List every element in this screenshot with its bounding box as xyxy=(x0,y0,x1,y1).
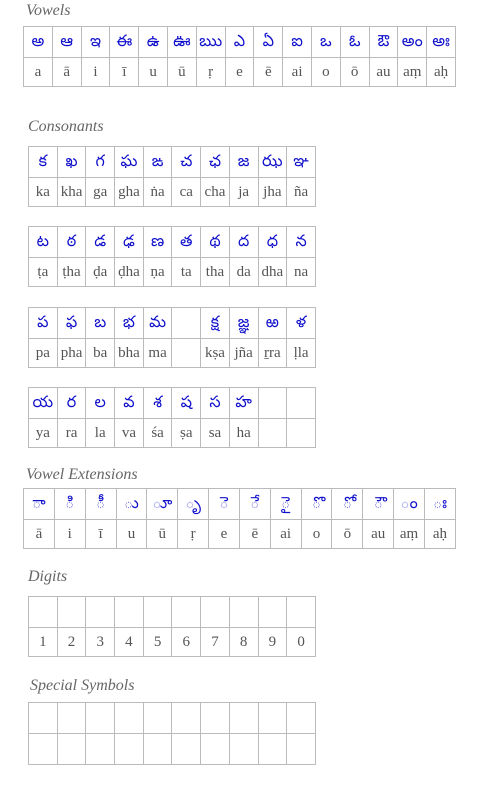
transliteration-cell: ja xyxy=(229,178,258,207)
transliteration-cell: jha xyxy=(258,178,287,207)
symbol-cell xyxy=(172,703,201,734)
glyph-cell: ల xyxy=(86,388,115,419)
transliteration-cell: e xyxy=(209,520,240,549)
glyph-cell xyxy=(86,597,115,628)
glyph-cell: ఒ xyxy=(311,27,340,58)
transliteration-cell: ṣa xyxy=(172,419,201,448)
glyph-row xyxy=(29,147,316,178)
symbol-cell xyxy=(57,703,86,734)
transliteration-cell: ū xyxy=(167,58,196,87)
glyph-cell: ధ xyxy=(258,227,287,258)
consonants-table-row-4 xyxy=(28,387,316,448)
glyph-cell xyxy=(29,597,58,628)
glyph-cell: ఈ xyxy=(110,27,139,58)
transliteration-cell: ca xyxy=(172,178,201,207)
glyph-cell xyxy=(201,597,230,628)
transliteration-cell: ṅa xyxy=(143,178,172,207)
glyph-row xyxy=(29,388,316,419)
glyph-cell: క్ష xyxy=(201,308,230,339)
glyph-cell: ఇ xyxy=(81,27,110,58)
glyph-cell xyxy=(229,597,258,628)
symbol-row xyxy=(29,703,316,734)
transliteration-cell: ō xyxy=(332,520,363,549)
glyph-cell: జ్ఞ xyxy=(229,308,258,339)
transliteration-cell: ma xyxy=(143,339,172,368)
symbol-cell xyxy=(29,703,58,734)
transliteration-cell: 8 xyxy=(229,628,258,657)
transliteration-cell: ē xyxy=(239,520,270,549)
transliteration-cell: ī xyxy=(85,520,116,549)
symbol-cell xyxy=(57,734,86,765)
transliteration-cell: kha xyxy=(57,178,86,207)
transliteration-cell: aṃ xyxy=(398,58,427,87)
glyph-cell: అ xyxy=(24,27,53,58)
glyph-cell: వ xyxy=(115,388,144,419)
transliteration-cell: gha xyxy=(115,178,144,207)
glyph-cell xyxy=(143,597,172,628)
glyph-cell: ఝ xyxy=(258,147,287,178)
symbol-cell xyxy=(258,734,287,765)
glyph-cell xyxy=(258,597,287,628)
transliteration-row xyxy=(29,258,316,287)
transliteration-cell: ai xyxy=(270,520,301,549)
transliteration-cell: tha xyxy=(201,258,230,287)
transliteration-cell: la xyxy=(86,419,115,448)
transliteration-cell: ha xyxy=(229,419,258,448)
transliteration-cell: ba xyxy=(86,339,115,368)
digits-heading: Digits xyxy=(28,568,68,585)
vowels-table xyxy=(23,26,456,87)
transliteration-cell: na xyxy=(287,258,316,287)
glyph-cell: డ xyxy=(86,227,115,258)
transliteration-row xyxy=(24,58,456,87)
glyph-cell: ః xyxy=(424,489,455,520)
glyph-cell: ీ xyxy=(85,489,116,520)
glyph-cell: అం xyxy=(398,27,427,58)
transliteration-cell: ṟra xyxy=(258,339,287,368)
glyph-cell xyxy=(115,597,144,628)
glyph-cell: థ xyxy=(201,227,230,258)
transliteration-cell: ā xyxy=(24,520,55,549)
transliteration-cell: aḥ xyxy=(424,520,455,549)
transliteration-cell: u xyxy=(116,520,147,549)
vowel-extensions-table xyxy=(23,488,456,549)
glyph-cell: జ xyxy=(229,147,258,178)
glyph-cell: ఉ xyxy=(139,27,168,58)
transliteration-cell: bha xyxy=(115,339,144,368)
glyph-cell xyxy=(258,388,287,419)
transliteration-cell: ṛ xyxy=(178,520,209,549)
transliteration-cell: cha xyxy=(201,178,230,207)
glyph-cell: ఊ xyxy=(167,27,196,58)
consonants-table-row-3 xyxy=(28,307,316,368)
transliteration-cell: 5 xyxy=(143,628,172,657)
transliteration-cell: ā xyxy=(52,58,81,87)
transliteration-cell: ē xyxy=(254,58,283,87)
glyph-cell: ి xyxy=(54,489,85,520)
glyph-cell: అః xyxy=(427,27,456,58)
glyph-cell: ఱ xyxy=(258,308,287,339)
transliteration-cell: 4 xyxy=(115,628,144,657)
symbol-cell xyxy=(86,703,115,734)
transliteration-cell: kṣa xyxy=(201,339,230,368)
transliteration-cell: pa xyxy=(29,339,58,368)
glyph-cell: శ xyxy=(143,388,172,419)
glyph-cell: ఖ xyxy=(57,147,86,178)
symbol-cell xyxy=(258,703,287,734)
glyph-cell: గ xyxy=(86,147,115,178)
glyph-cell: ై xyxy=(270,489,301,520)
transliteration-cell: ō xyxy=(340,58,369,87)
glyph-row xyxy=(24,27,456,58)
glyph-cell: య xyxy=(29,388,58,419)
transliteration-cell: e xyxy=(225,58,254,87)
special-symbols-heading: Special Symbols xyxy=(30,677,135,694)
glyph-row xyxy=(29,597,316,628)
transliteration-cell: ka xyxy=(29,178,58,207)
glyph-cell: స xyxy=(201,388,230,419)
digits-table xyxy=(28,596,316,657)
glyph-cell: ఠ xyxy=(57,227,86,258)
symbol-cell xyxy=(143,734,172,765)
transliteration-cell: ḍha xyxy=(115,258,144,287)
symbol-cell xyxy=(287,703,316,734)
glyph-cell: ృ xyxy=(178,489,209,520)
transliteration-cell: 9 xyxy=(258,628,287,657)
glyph-cell xyxy=(287,388,316,419)
transliteration-cell: 7 xyxy=(201,628,230,657)
transliteration-cell: ta xyxy=(172,258,201,287)
vowels-heading: Vowels xyxy=(26,2,71,19)
glyph-cell: ె xyxy=(209,489,240,520)
glyph-cell xyxy=(172,308,201,339)
transliteration-cell: ṛ xyxy=(196,58,225,87)
transliteration-cell: o xyxy=(311,58,340,87)
glyph-cell: ా xyxy=(24,489,55,520)
transliteration-cell: u xyxy=(139,58,168,87)
glyph-cell: ఛ xyxy=(201,147,230,178)
transliteration-row xyxy=(24,520,456,549)
symbol-cell xyxy=(86,734,115,765)
glyph-cell: ద xyxy=(229,227,258,258)
transliteration-cell: ra xyxy=(57,419,86,448)
glyph-row xyxy=(29,308,316,339)
transliteration-cell: ū xyxy=(147,520,178,549)
transliteration-cell: ga xyxy=(86,178,115,207)
consonants-table-row-1 xyxy=(28,146,316,207)
glyph-cell: న xyxy=(287,227,316,258)
symbol-cell xyxy=(229,734,258,765)
transliteration-cell: pha xyxy=(57,339,86,368)
transliteration-cell: ḍa xyxy=(86,258,115,287)
glyph-cell xyxy=(57,597,86,628)
glyph-cell: ర xyxy=(57,388,86,419)
transliteration-cell: 6 xyxy=(172,628,201,657)
symbol-cell xyxy=(229,703,258,734)
transliteration-cell: ai xyxy=(283,58,312,87)
glyph-row xyxy=(24,489,456,520)
transliteration-cell: a xyxy=(24,58,53,87)
glyph-cell: ష xyxy=(172,388,201,419)
special-symbols-table xyxy=(28,702,316,765)
consonants-heading: Consonants xyxy=(28,118,104,135)
symbol-cell xyxy=(287,734,316,765)
transliteration-cell: da xyxy=(229,258,258,287)
glyph-cell: ొ xyxy=(301,489,332,520)
transliteration-row xyxy=(29,419,316,448)
transliteration-cell: dha xyxy=(258,258,287,287)
glyph-cell: ట xyxy=(29,227,58,258)
transliteration-cell: 1 xyxy=(29,628,58,657)
transliteration-cell xyxy=(258,419,287,448)
glyph-cell: ఢ xyxy=(115,227,144,258)
glyph-cell: ళ xyxy=(287,308,316,339)
glyph-cell: ఔ xyxy=(369,27,398,58)
vowel-extensions-heading: Vowel Extensions xyxy=(26,466,138,483)
transliteration-cell: śa xyxy=(143,419,172,448)
glyph-cell: త xyxy=(172,227,201,258)
glyph-cell xyxy=(287,597,316,628)
glyph-cell: హ xyxy=(229,388,258,419)
transliteration-cell xyxy=(287,419,316,448)
glyph-cell: ో xyxy=(332,489,363,520)
glyph-cell: ే xyxy=(239,489,270,520)
glyph-cell: క xyxy=(29,147,58,178)
glyph-cell: ఘ xyxy=(115,147,144,178)
glyph-cell: ఋ xyxy=(196,27,225,58)
transliteration-cell: 2 xyxy=(57,628,86,657)
transliteration-cell: sa xyxy=(201,419,230,448)
glyph-cell: ం xyxy=(394,489,425,520)
symbol-cell xyxy=(115,703,144,734)
glyph-cell: ఞ xyxy=(287,147,316,178)
glyph-row xyxy=(29,227,316,258)
symbol-cell xyxy=(201,734,230,765)
glyph-cell: ఓ xyxy=(340,27,369,58)
transliteration-cell: o xyxy=(301,520,332,549)
transliteration-cell: ya xyxy=(29,419,58,448)
glyph-cell: మ xyxy=(143,308,172,339)
glyph-cell: ఏ xyxy=(254,27,283,58)
transliteration-cell: 0 xyxy=(287,628,316,657)
symbol-cell xyxy=(115,734,144,765)
transliteration-cell: jña xyxy=(229,339,258,368)
transliteration-cell: au xyxy=(369,58,398,87)
transliteration-cell: ṭha xyxy=(57,258,86,287)
transliteration-cell: i xyxy=(54,520,85,549)
consonants-table-row-2 xyxy=(28,226,316,287)
glyph-cell: భ xyxy=(115,308,144,339)
transliteration-cell xyxy=(172,339,201,368)
symbol-row xyxy=(29,734,316,765)
transliteration-cell: i xyxy=(81,58,110,87)
transliteration-row xyxy=(29,339,316,368)
transliteration-cell: ṭa xyxy=(29,258,58,287)
transliteration-row xyxy=(29,178,316,207)
transliteration-cell: ḷla xyxy=(287,339,316,368)
glyph-cell xyxy=(172,597,201,628)
glyph-cell: ు xyxy=(116,489,147,520)
symbol-cell xyxy=(29,734,58,765)
glyph-cell: బ xyxy=(86,308,115,339)
transliteration-cell: aḥ xyxy=(427,58,456,87)
transliteration-cell: 3 xyxy=(86,628,115,657)
glyph-cell: ణ xyxy=(143,227,172,258)
symbol-cell xyxy=(201,703,230,734)
transliteration-cell: va xyxy=(115,419,144,448)
symbol-cell xyxy=(143,703,172,734)
glyph-cell: ప xyxy=(29,308,58,339)
glyph-cell: ఆ xyxy=(52,27,81,58)
glyph-cell: ఐ xyxy=(283,27,312,58)
transliteration-cell: au xyxy=(363,520,394,549)
transliteration-row xyxy=(29,628,316,657)
transliteration-cell: ī xyxy=(110,58,139,87)
glyph-cell: ఙ xyxy=(143,147,172,178)
glyph-cell: ౌ xyxy=(363,489,394,520)
symbol-cell xyxy=(172,734,201,765)
transliteration-cell: aṃ xyxy=(394,520,425,549)
transliteration-cell: ña xyxy=(287,178,316,207)
glyph-cell: చ xyxy=(172,147,201,178)
glyph-cell: ూ xyxy=(147,489,178,520)
transliteration-cell: ṇa xyxy=(143,258,172,287)
glyph-cell: ఎ xyxy=(225,27,254,58)
glyph-cell: ఫ xyxy=(57,308,86,339)
